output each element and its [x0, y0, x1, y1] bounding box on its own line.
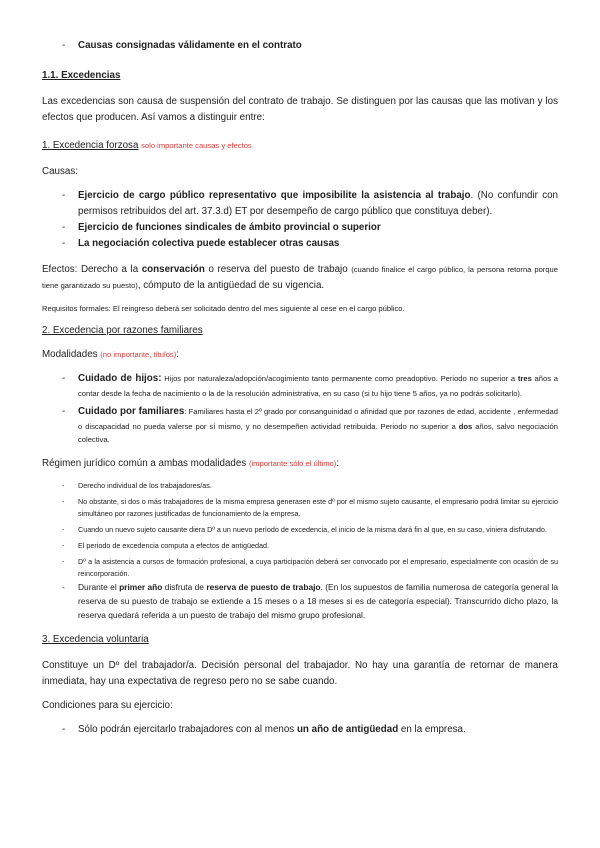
- effects-text: Efectos: Derecho a la: [42, 264, 142, 275]
- excedencias-intro: Las excedencias son causa de suspensión del contrato de trabajo. Se distinguen por las causas que las motivan y los efectos que producen. Así vamos a distinguir entre:: [42, 96, 558, 123]
- cause-bold-text: Ejercicio de cargo público representativo que imposibilite la asistencia al trabajo: [78, 190, 471, 201]
- regimen-bold: primer año: [119, 582, 163, 592]
- section-heading-excedencias: 1.1. Excedencias: [42, 70, 121, 81]
- regimen-text: Derecho individual de los trabajadores/as.: [78, 481, 212, 490]
- list-marker: -: [62, 40, 66, 51]
- section-heading-voluntaria: 3. Excedencia voluntaria: [42, 634, 149, 645]
- list-marker: -: [62, 557, 65, 566]
- list-marker: -: [62, 406, 66, 417]
- causes-label: Causas:: [42, 166, 78, 177]
- list-marker: -: [62, 497, 65, 506]
- regimen-text: Cuando un nuevo sujeto causante diera Dº a un nuevo período de excedencia, el inicio de la misma dará fin al que, en su caso, viniera disfrutando.: [78, 525, 547, 534]
- regimen-text: No obstante, si dos o más trabajadores de la misma empresa generasen este dº por el mismo sujeto causante, el empresario podrá limitar su ejercicio simultáneo por razones justificadas de funcionamiento de la empresa.: [78, 497, 558, 518]
- top-bullet-list: [42, 38, 558, 54]
- list-item: [42, 371, 558, 400]
- cause-bold-text: Ejercicio de funciones sindicales de ámbito provincial o superior: [78, 222, 381, 233]
- voluntaria-intro: Constituye un Dº del trabajador/a. Decisión personal del trabajador. No hay una garantía de retornar de manera inmediata, hay una expectativa de regreso pero no se sabe cuando.: [42, 660, 558, 687]
- modalidad-bold: tres: [517, 374, 532, 383]
- section-heading-forzosa: [42, 138, 558, 154]
- effects-paragraph: [42, 262, 558, 294]
- list-item: [42, 480, 558, 492]
- modalidad-bold: dos: [458, 422, 473, 431]
- list-marker: -: [62, 222, 66, 233]
- section-heading-familiares: 2. Excedencia por razones familiares: [42, 325, 203, 336]
- modalidad-text: años a contar desde la fecha de nacimiento o la de la resolución administrativa, en su caso (si tu hijo tiene 5 años, ya no podrás solicitarlo).: [78, 374, 558, 398]
- modalidad-text: años, salvo negociación colectiva.: [78, 422, 558, 444]
- condition-bold: un año de antigüedad: [296, 724, 399, 735]
- list-item: [42, 404, 558, 446]
- label-note: (importante sólo el último): [248, 459, 337, 468]
- regimen-text: Durante el: [78, 582, 120, 592]
- modalidades-list: [42, 371, 558, 446]
- condition-text: Sólo podrán ejercitarlo trabajadores con al menos: [78, 724, 297, 735]
- effects-small: (cuando finalice el cargo público, la persona retorna porque tiene garantizado su puesto): [42, 265, 558, 290]
- heading-note: solo importante causas y efectos: [141, 141, 252, 150]
- modalidad-text: Hijos por naturaleza/adopción/acogimiento tanto permanente como preadoptivo. Periodo no superior a: [161, 374, 518, 383]
- list-marker: -: [62, 481, 65, 490]
- list-item: [42, 220, 558, 236]
- conditions-label: Condiciones para su ejercicio:: [42, 700, 173, 711]
- modalidades-label: [42, 347, 558, 363]
- list-item: [42, 38, 558, 54]
- regimen-list: [42, 480, 558, 622]
- list-item: [42, 540, 558, 552]
- list-marker: -: [62, 373, 66, 384]
- cause-text: . (No confundir con permisos retribuidos del art. 37.3.d) ET por desempeño de cargo público que constituya deber).: [78, 190, 558, 217]
- cause-bold-text: La negociación colectiva puede establecer otras causas: [78, 238, 340, 249]
- modalidad-title: Cuidado por familiares: [78, 406, 185, 417]
- modalidad-title: Cuidado de hijos:: [78, 373, 162, 384]
- list-marker: -: [62, 541, 65, 550]
- conditions-list: [42, 722, 558, 738]
- regimen-text: El periodo de excedencia computa a efectos de antigüedad.: [78, 541, 270, 550]
- regimen-bold: reserva de puesto de trabajo: [206, 582, 321, 592]
- modalidad-text: : Familiares hasta el 2º grado por consanguinidad o afinidad que por razones de edad, accidente , enfermedad o discapacidad no pueda valerse por sí mismo, y no desempeñen actividad retribuida. Periodo no superior a: [78, 407, 558, 431]
- list-marker: -: [62, 190, 66, 201]
- list-marker: -: [62, 582, 65, 592]
- list-item: [42, 722, 558, 738]
- list-item: [42, 496, 558, 520]
- regimen-label: [42, 456, 558, 472]
- list-item: [42, 556, 558, 580]
- effects-bold: conservación: [141, 264, 205, 275]
- requisitos-paragraph: Requisitos formales: El reingreso deberá ser solicitado dentro del mes siguiente al cese en el cargo público.: [42, 304, 405, 313]
- list-item: [42, 524, 558, 536]
- label-note: (no importante, títulos): [100, 350, 177, 359]
- list-item: [42, 580, 558, 622]
- list-item: [42, 188, 558, 220]
- list-marker: -: [62, 238, 66, 249]
- label-text: Régimen jurídico común a ambas modalidades: [42, 458, 249, 469]
- causes-list: [42, 188, 558, 252]
- label-colon: :: [336, 458, 340, 469]
- regimen-text: . (En los supuestos de familia numerosa de categoría general la reserva de su puesto de trabajo se extiende a 15 meses o a 18 meses si es de categoría especial). Transcurrido dicho plazo, la reserva quedará referida a un puesto de trabajo del mismo grupo profesional.: [78, 582, 558, 620]
- heading-text: 1. Excedencia forzosa: [42, 140, 139, 151]
- list-marker: -: [62, 525, 65, 534]
- bullet-text: Causas consignadas válidamente en el contrato: [78, 40, 302, 51]
- effects-text: o reserva del puesto de trabajo: [204, 264, 352, 275]
- label-text: Modalidades: [42, 349, 101, 360]
- label-colon: :: [176, 349, 179, 360]
- effects-text: , cómputo de la antigüedad de su vigencia.: [137, 280, 325, 291]
- regimen-text: disfruta de: [162, 582, 207, 592]
- list-item: [42, 236, 558, 252]
- list-marker: -: [62, 724, 66, 735]
- condition-text: en la empresa.: [398, 724, 466, 735]
- regimen-text: Dº a la asistencia a cursos de formación profesional, a cuya participación deberá ser convocado por el empresario, especialmente con ocasión de su reincorporación.: [78, 557, 558, 578]
